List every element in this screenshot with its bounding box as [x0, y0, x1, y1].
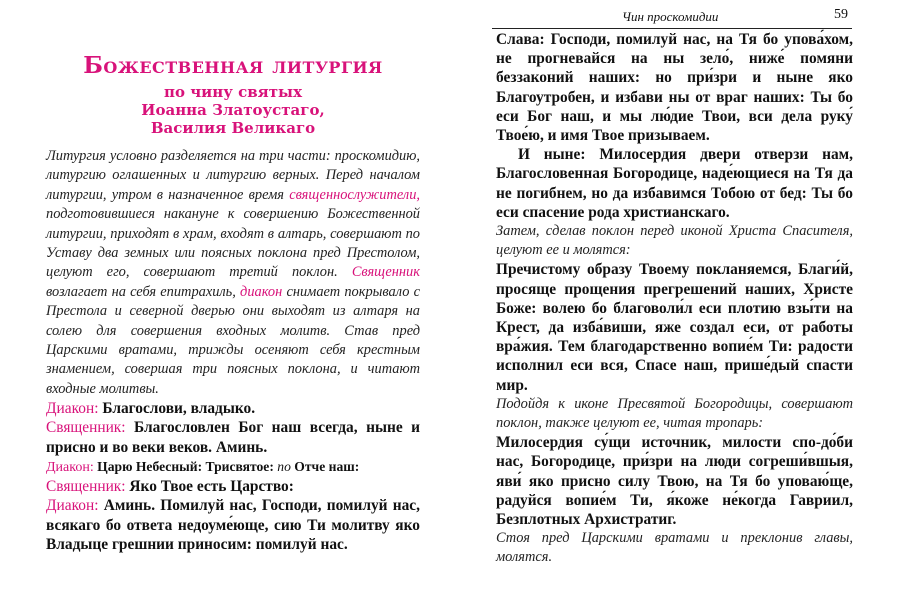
right-page [450, 0, 900, 600]
dialog-line-4 [46, 477, 420, 496]
dialog-line-2 [46, 418, 420, 456]
speaker-label: Диакон: [46, 497, 99, 515]
intro-highlight-clergy: священнослужители, [289, 186, 420, 203]
page-title: Божественная литургия [83, 52, 383, 79]
speaker-label: Диакон: [46, 459, 94, 475]
dialog-text: Благословлен Бог наш всегда, ныне и присно и во веки веков. Аминь. [46, 419, 420, 456]
page-number: 59 [834, 7, 848, 22]
intro-highlight-priest: Священник [351, 264, 420, 281]
prayer-block: Пречистому образу Твоему покланяемся, Благи́й, просяще прощения прегрешений наших, Христе Боже: волею бо благоволи́л еси плотию взы́ти на Крест, да изба́виши, яже создал еси, от работы вра́жия. Тем благодарственно вопие́м Ти: радости исполнил еси вся, Спасе наш, прише́дый спасти мир. [496, 261, 853, 394]
intro-text-1: Литургия условно разделяется на три части: проскомидию, литургию оглашенных и литургию верных. Перед началом литургии, утром в назначенное время [46, 148, 420, 203]
dialog-line-3 [46, 457, 420, 477]
prayer-block: Слава: Господи, помилуй нас, на Тя бо упова́хом, не прогневайся на ны зело́, ниже́ помяни беззаконий наших: но при́зри и ныне яко Благоутробен, и избави ны от враг наших: Ты бо еси Бог наш, и мы лю́дие Твои, вси дела руку́ Твое́ю, и имя Твое призываем. [496, 31, 853, 145]
prayer-block: Милосердия су́щи источник, милости спо-до́би нас, Богородице, при́зри на люди согреши́вшыя, яви́ яко присно силу Твою, на Тя бо уповаю́ще, радуйся вопие́м Ти, я́коже не́когда Гавриил, Безплотных Архистратиг. [496, 434, 853, 529]
intro-text-4: снимает покрывало с Престола и северной дверью они выходят из алтаря на солею для совершения входных молитв. Став пред Царскими вратами, трижды осеняют себя крестным знамением, совершая три поясных поклона, и читают входные молитвы. [46, 283, 420, 397]
title-block [46, 52, 420, 137]
speaker-label: Священник: [46, 419, 126, 437]
dialog-text: Благослови, владыко. [102, 400, 256, 418]
speaker-label: Диакон: [46, 400, 99, 418]
dialog-line-1 [46, 399, 420, 418]
intro-text-3: возлагает на себя епитрахиль, [46, 283, 241, 300]
rubric-block: Стоя пред Царскими вратами и преклонив главы, молятся. [496, 530, 853, 566]
subtitle-line-2: Иоанна Златоустаго, [141, 101, 325, 119]
dialog-text: Аминь. Помилуй нас, Господи, помилуй нас, всякаго бо ответа недоуме́юще, сию Ти молитву яко Владыце грешнии приносим: помилуй нас. [46, 497, 420, 553]
intro-paragraph [46, 147, 420, 399]
dialog-line-5 [46, 496, 420, 554]
intro-text-2: подготовившиеся накануне к совершению Божественной литургии, приходят в храм, входят в алтарь, совершают по Уставу два земных или поясных поклона пред Престолом, целуют его, совершают третий поклон. [46, 206, 420, 281]
subtitle-line-1: по чину святых [163, 83, 303, 101]
dialog-text: Царю Небесный: Трисвятое: [97, 458, 274, 474]
running-head-title: Чин проскомидии [622, 9, 719, 24]
intro-highlight-deacon: диакон [240, 283, 283, 300]
subtitle-line-3: Василия Великаго [150, 119, 316, 137]
rubric-block: Подойдя к иконе Пресвятой Богородицы, совершают поклон, также целуют ее, читая тропарь: [496, 395, 853, 432]
dialog-text-italic: по [277, 458, 291, 474]
rubric-block: Затем, сделав поклон перед иконой Христа Спасителя, целуют ее и молятся: [496, 223, 853, 259]
prayer-block: И ныне: Милосердия двери отверзи нам, Благословенная Богородице, наде́ющиеся на Тя да не погибнем, но да избавимся Тобою от бед: Ты бо еси спасение рода христианскаго. [496, 146, 853, 221]
speaker-label: Священник: [46, 478, 126, 496]
dialog-text: Отче наш: [294, 458, 360, 474]
dialog-text: Яко Твое есть Царство: [129, 478, 294, 496]
